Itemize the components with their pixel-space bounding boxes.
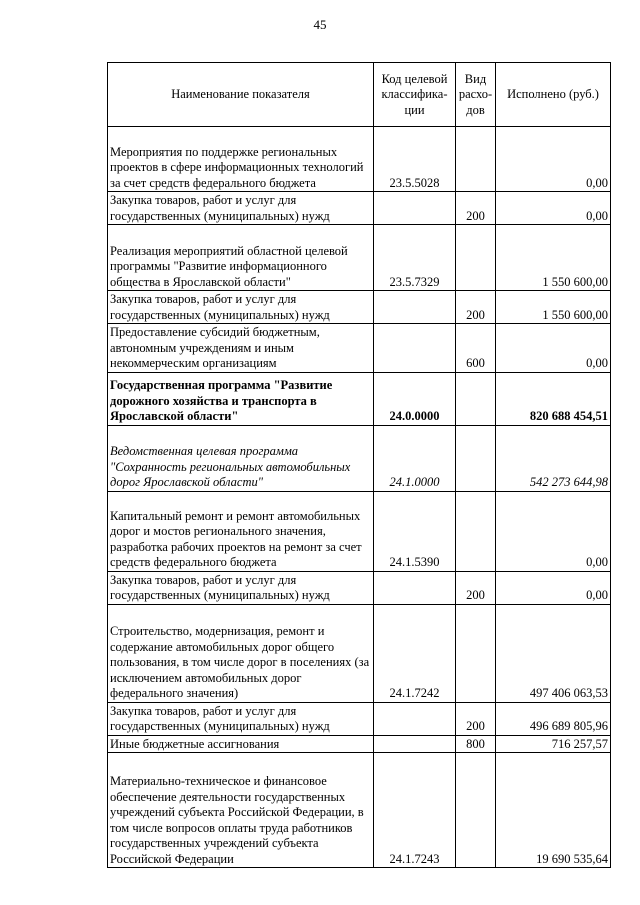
row-code: 24.1.7243 xyxy=(374,753,456,868)
table-row xyxy=(108,225,611,291)
row-name: Закупка товаров, работ и услуг для государственных (муниципальных) нужд xyxy=(108,192,374,225)
row-code xyxy=(374,291,456,324)
table-row-subprogram xyxy=(108,425,611,491)
row-code xyxy=(374,702,456,735)
row-kind xyxy=(456,425,496,491)
row-kind: 200 xyxy=(456,291,496,324)
row-name: Строительство, модернизация, ремонт и содержание автомобильных дорог общего пользования, в том числе дорог в поселениях (за исключением автомобильных дорог федерального значения) xyxy=(108,604,374,702)
row-amount: 497 406 063,53 xyxy=(496,604,611,702)
row-kind: 800 xyxy=(456,735,496,753)
row-name: Закупка товаров, работ и услуг для государственных (муниципальных) нужд xyxy=(108,291,374,324)
table-row-program xyxy=(108,372,611,425)
row-code xyxy=(374,324,456,373)
row-amount: 542 273 644,98 xyxy=(496,425,611,491)
row-code: 24.1.0000 xyxy=(374,425,456,491)
row-amount: 1 550 600,00 xyxy=(496,225,611,291)
row-name: Закупка товаров, работ и услуг для государственных (муниципальных) нужд xyxy=(108,702,374,735)
table-row xyxy=(108,491,611,571)
row-name: Государственная программа "Развитие дорожного хозяйства и транспорта в Ярославской области" xyxy=(108,372,374,425)
table-row xyxy=(108,735,611,753)
row-kind xyxy=(456,753,496,868)
row-kind xyxy=(456,491,496,571)
row-kind xyxy=(456,372,496,425)
row-name: Предоставление субсидий бюджетным, автономным учреждениям и иным некоммерческим организациям xyxy=(108,324,374,373)
row-kind xyxy=(456,604,496,702)
row-amount: 716 257,57 xyxy=(496,735,611,753)
row-amount: 820 688 454,51 xyxy=(496,372,611,425)
row-code xyxy=(374,192,456,225)
header-amount: Исполнено (руб.) xyxy=(496,63,611,127)
row-amount: 496 689 805,96 xyxy=(496,702,611,735)
row-name: Мероприятия по поддержке региональных проектов в сфере информационных технологий за счет средств федерального бюджета xyxy=(108,127,374,192)
row-name: Ведомственная целевая программа "Сохранность региональных автомобильных дорог Ярославской области" xyxy=(108,425,374,491)
table-row xyxy=(108,753,611,868)
row-code: 23.5.7329 xyxy=(374,225,456,291)
header-code: Код целевой классифика-ции xyxy=(374,63,456,127)
header-kind: Вид расхо-дов xyxy=(456,63,496,127)
row-name: Капитальный ремонт и ремонт автомобильных дорог и мостов регионального значения, разработка рабочих проектов на ремонт за счет средств федерального бюджета xyxy=(108,491,374,571)
row-amount: 0,00 xyxy=(496,192,611,225)
row-amount: 1 550 600,00 xyxy=(496,291,611,324)
row-amount: 0,00 xyxy=(496,571,611,604)
row-code xyxy=(374,571,456,604)
row-code: 24.1.7242 xyxy=(374,604,456,702)
row-name: Иные бюджетные ассигнования xyxy=(108,735,374,753)
row-kind: 200 xyxy=(456,571,496,604)
row-code: 24.1.5390 xyxy=(374,491,456,571)
row-kind xyxy=(456,225,496,291)
page-number: 45 xyxy=(313,17,327,32)
table-row xyxy=(108,702,611,735)
row-kind: 200 xyxy=(456,192,496,225)
row-kind: 200 xyxy=(456,702,496,735)
row-name: Материально-техническое и финансовое обеспечение деятельности государственных учреждений субъекта Российской Федерации, в том числе вопросов оплаты труда работников государственных учреждений субъекта Российской Федерации xyxy=(108,753,374,868)
row-amount: 0,00 xyxy=(496,491,611,571)
row-name: Закупка товаров, работ и услуг для государственных (муниципальных) нужд xyxy=(108,571,374,604)
table-row xyxy=(108,571,611,604)
header-name: Наименование показателя xyxy=(108,63,374,127)
row-amount: 0,00 xyxy=(496,324,611,373)
table-row xyxy=(108,324,611,373)
row-code: 24.0.0000 xyxy=(374,372,456,425)
table-row xyxy=(108,291,611,324)
budget-table xyxy=(107,62,611,868)
row-kind xyxy=(456,127,496,192)
row-code xyxy=(374,735,456,753)
row-kind: 600 xyxy=(456,324,496,373)
table-row xyxy=(108,604,611,702)
row-amount: 0,00 xyxy=(496,127,611,192)
row-name: Реализация мероприятий областной целевой программы "Развитие информационного общества в Ярославской области" xyxy=(108,225,374,291)
table-row xyxy=(108,192,611,225)
row-code: 23.5.5028 xyxy=(374,127,456,192)
table-row xyxy=(108,127,611,192)
row-amount: 19 690 535,64 xyxy=(496,753,611,868)
table-header-row xyxy=(108,63,611,127)
